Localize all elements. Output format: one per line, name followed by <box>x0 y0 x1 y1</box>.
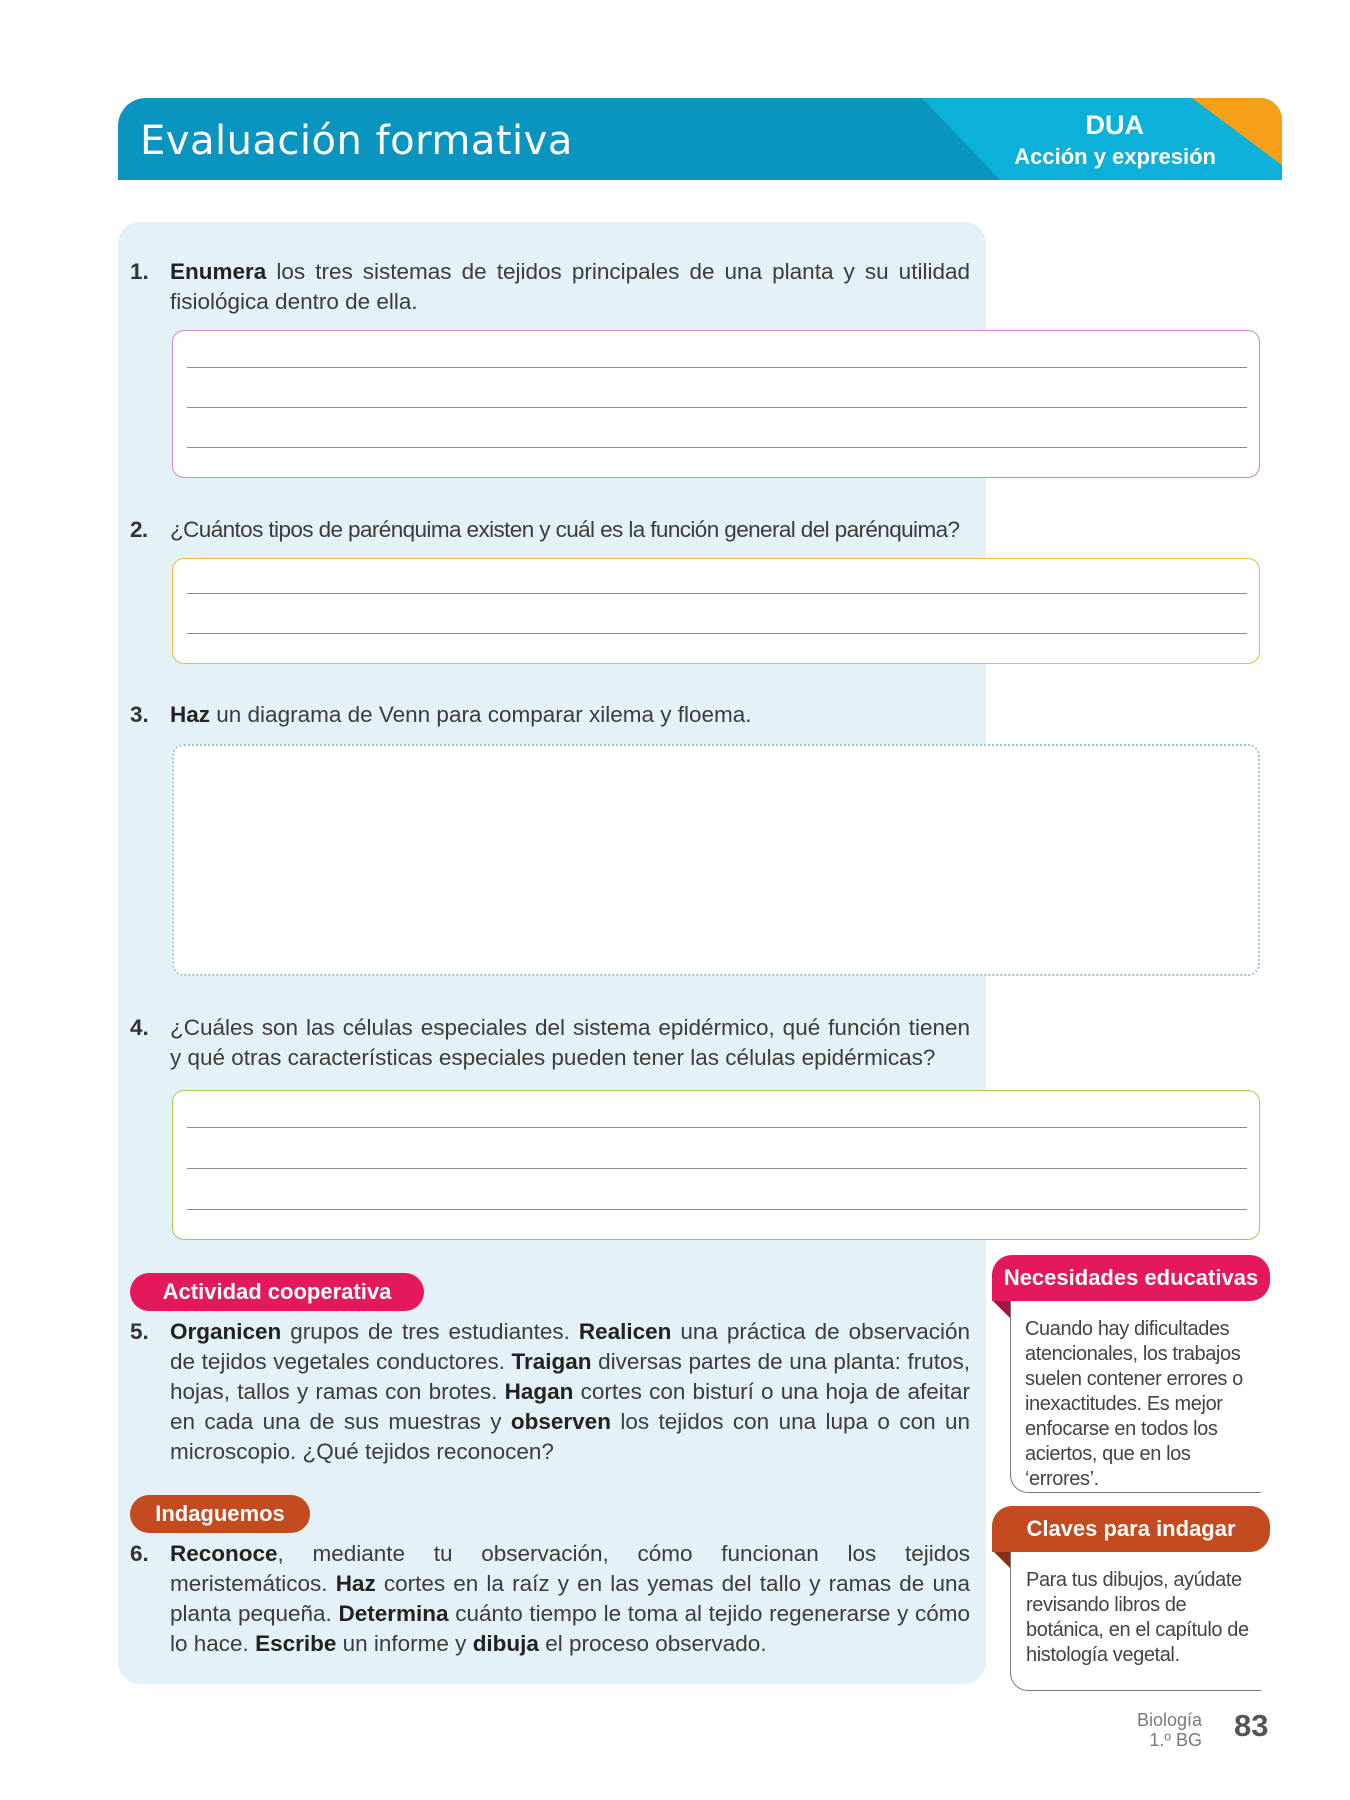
question-text <box>170 1317 970 1467</box>
answer-line <box>187 633 1247 634</box>
question-text-part: una práctica de observación de tejidos vegetales conductores. <box>170 1319 970 1374</box>
answer-line <box>187 1168 1247 1169</box>
section-header <box>118 98 1282 180</box>
question-text: los tres sistemas de tejidos principales de una planta y su utilidad fisiológica dentro de ella. <box>170 259 970 314</box>
question-text-part: cortes con bisturí o una hoja de afeitar en cada una de sus muestras y <box>170 1379 970 1434</box>
page-number: 83 <box>1234 1708 1269 1743</box>
question-verb: dibuja <box>472 1631 539 1656</box>
keys-note-tab <box>992 1550 1010 1568</box>
subject-name: Biología <box>1136 1710 1202 1730</box>
question-number: 3. <box>130 702 149 727</box>
question-number: 5. <box>130 1319 149 1344</box>
inquiry-label: Indaguemos <box>130 1495 310 1533</box>
cooperative-activity-label: Actividad cooperativa <box>130 1273 424 1311</box>
question-number: 1. <box>130 259 149 284</box>
question-verb: Enumera <box>170 259 267 284</box>
question-verb: Organicen <box>170 1319 282 1344</box>
question-text: ¿Cuántos tipos de parénquima existen y cuál es la función general del parénquima? <box>170 517 960 542</box>
answer-line <box>187 1209 1247 1210</box>
question-verb: Realicen <box>578 1319 672 1344</box>
question-text-part: el proceso observado. <box>538 1631 767 1656</box>
question-verb: Haz <box>170 702 211 727</box>
question-number: 2. <box>130 517 148 542</box>
question-verb: Traigan <box>511 1349 592 1374</box>
dua-subtitle: Acción y expresión <box>1014 144 1216 169</box>
question-3 <box>130 700 970 730</box>
question-text <box>170 1539 970 1659</box>
question-verb: Determina <box>338 1601 449 1626</box>
footer-subject <box>1082 1710 1202 1750</box>
question-text: un diagrama de Venn para comparar xilema y floema. <box>210 702 752 727</box>
grade-level: 1.º BG <box>1149 1730 1202 1750</box>
venn-diagram-area[interactable] <box>172 744 1260 976</box>
question-5 <box>130 1317 970 1467</box>
question-2 <box>130 515 970 545</box>
question-text-part: grupos de tres estudiantes. <box>281 1319 579 1344</box>
question-text: ¿Cuáles son las células especiales del sistema epidérmico, qué función tienen y qué otras características especiales pueden tener las células epidérmicas? <box>170 1015 970 1070</box>
question-1 <box>130 257 970 317</box>
question-text-part: diversas partes de una planta: frutos, hojas, tallos y ramas con brotes. <box>170 1349 970 1404</box>
question-verb: observen <box>510 1409 611 1434</box>
answer-box-1[interactable] <box>172 330 1260 478</box>
question-number: 4. <box>130 1015 149 1040</box>
question-number: 6. <box>130 1541 149 1566</box>
needs-note-body: Cuando hay dificultades atencionales, los trabajos suelen contener errores o inexactitudes. Es mejor enfocarse en todos los aciertos, que en los ‘errores’. <box>1025 1318 1243 1490</box>
question-verb: Escribe <box>255 1631 337 1656</box>
question-text-part: los tejidos con una lupa o con un microscopio. ¿Qué tejidos reconocen? <box>170 1409 971 1464</box>
question-4 <box>130 1013 970 1073</box>
answer-line <box>187 593 1247 594</box>
question-text-part: cuánto tiempo le toma al tejido regenerarse y cómo lo hace. <box>170 1601 971 1656</box>
keys-note-title: Claves para indagar <box>992 1506 1270 1552</box>
keys-note-body: Para tus dibujos, ayúdate revisando libros de botánica, en el capítulo de histología vegetal. <box>1026 1569 1249 1666</box>
question-verb: Reconoce <box>170 1541 278 1566</box>
question-text-part: , mediante tu observación, cómo funcionan los tejidos meristemáticos. <box>170 1541 970 1596</box>
answer-line <box>187 1127 1247 1128</box>
needs-note-title: Necesidades educativas <box>992 1255 1270 1301</box>
answer-line <box>187 367 1247 368</box>
answer-line <box>187 407 1247 408</box>
question-6 <box>130 1539 970 1659</box>
answer-box-2[interactable] <box>172 558 1260 664</box>
question-verb: Hagan <box>504 1379 574 1404</box>
answer-line <box>187 447 1247 448</box>
question-text-part: cortes en la raíz y en las yemas del tallo y ramas de una planta pequeña. <box>170 1571 970 1626</box>
needs-note-tab <box>992 1300 1010 1318</box>
section-title: Evaluación formativa <box>140 118 573 164</box>
question-text-part: un informe y <box>336 1631 473 1656</box>
dua-title: DUA <box>1085 110 1144 140</box>
question-verb: Haz <box>335 1571 376 1596</box>
answer-box-4[interactable] <box>172 1090 1260 1240</box>
